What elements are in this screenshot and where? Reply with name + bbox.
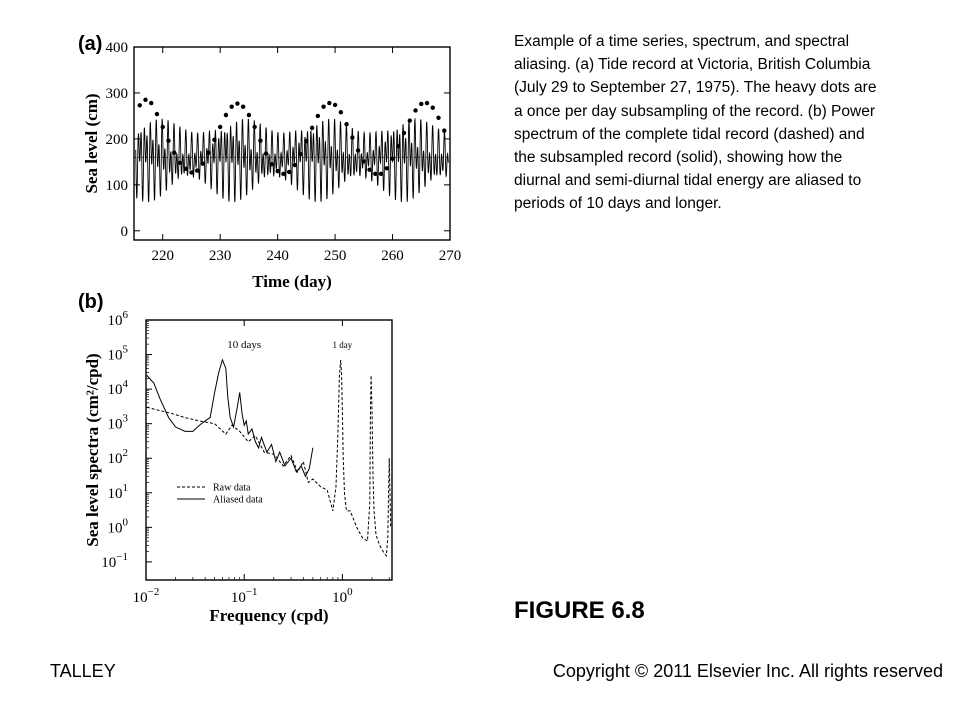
tide-record-chart — [82, 40, 461, 291]
daily-sample-dot — [310, 126, 314, 130]
daily-sample-dot — [201, 162, 205, 166]
daily-sample-dot — [298, 152, 302, 156]
x-tick-label-b: $10^{-2}$ — [132, 586, 160, 606]
daily-sample-dot — [172, 150, 176, 154]
footer-copyright: Copyright © 2011 Elsevier Inc. All rights reserved — [552, 661, 943, 681]
daily-sample-dot — [275, 169, 279, 173]
x-axis-label-b: Frequency (cpd) — [209, 606, 329, 625]
daily-sample-dot — [143, 98, 147, 102]
daily-sample-dot — [419, 102, 423, 106]
y-tick-label-b: $10^2$ — [107, 447, 128, 468]
x-axis-label-a: Time (day) — [252, 272, 332, 291]
daily-sample-dot — [218, 125, 222, 129]
daily-sample-dot — [241, 105, 245, 109]
daily-sample-dot — [344, 122, 348, 126]
daily-sample-dot — [149, 101, 153, 105]
daily-sample-dot — [264, 151, 268, 155]
daily-sample-dot — [195, 168, 199, 172]
daily-sample-dot — [316, 114, 320, 118]
y-tick-label-b: $10^0$ — [107, 516, 128, 537]
x-tick-label-a: 250 — [323, 248, 347, 264]
y-tick-label-b: $10^3$ — [107, 412, 128, 433]
daily-sample-dot — [362, 159, 366, 163]
y-tick-label-a: 0 — [120, 223, 128, 240]
figure-caption: Example of a time series, spectrum, and spectral aliasing. (a) Tide record at Victoria, British Columbia (July 29 to September 27, 1975). The heavy dots are a once per day subsampling of the record. (b) Power spectrum of the complete tidal record (dashed) and the subsampled record (solid), showing how the diurnal and semi-diurnal tidal energy are aliased to periods of 10 days and longer. — [514, 33, 877, 213]
daily-sample-dot — [138, 103, 142, 107]
daily-sample-dot — [408, 118, 412, 122]
daily-sample-dot — [189, 170, 193, 174]
daily-sample-dot — [436, 116, 440, 120]
daily-sample-dot — [350, 135, 354, 139]
daily-sample-dot — [413, 108, 417, 112]
x-tick-label-b: $10^{-1}$ — [230, 586, 258, 606]
daily-sample-dot — [184, 167, 188, 171]
x-tick-label-a: 230 — [208, 248, 232, 264]
figure-number: FIGURE 6.8 — [514, 597, 645, 624]
daily-sample-dot — [293, 163, 297, 167]
daily-sample-dot — [206, 150, 210, 154]
daily-sample-dot — [247, 113, 251, 117]
daily-sample-dot — [396, 144, 400, 148]
x-tick-label-a: 240 — [266, 248, 289, 264]
daily-sample-dot — [161, 125, 165, 129]
daily-sample-dot — [287, 170, 291, 174]
daily-sample-dot — [373, 172, 377, 176]
y-tick-label-a: 400 — [105, 40, 128, 56]
daily-sample-dot — [327, 101, 331, 105]
y-tick-label-b: $10^5$ — [107, 343, 128, 364]
daily-sample-dot — [442, 128, 446, 132]
daily-sample-dot — [425, 101, 429, 105]
daily-sample-dot — [402, 131, 406, 135]
footer-author: TALLEY — [50, 661, 116, 681]
daily-sample-dot — [281, 172, 285, 176]
daily-sample-dot — [252, 125, 256, 129]
plot-b-frame — [146, 320, 392, 580]
daily-sample-dot — [155, 112, 159, 116]
daily-sample-dot — [321, 105, 325, 109]
legend-label: Raw data — [213, 482, 251, 494]
daily-sample-dot — [166, 139, 170, 143]
y-tick-label-a: 300 — [105, 85, 128, 102]
daily-sample-dot — [229, 105, 233, 109]
daily-sample-dot — [367, 167, 371, 171]
panel-b-label: (b) — [78, 291, 104, 313]
y-tick-label-b: $10^{-1}$ — [101, 550, 128, 571]
y-axis-label-a: Sea level (cm) — [82, 93, 101, 194]
daily-sample-dot — [258, 139, 262, 143]
y-axis-label-b: Sea level spectra (cm²/cpd) — [83, 353, 102, 547]
legend-label: Aliased data — [213, 494, 263, 506]
y-tick-label-b: $10^4$ — [107, 378, 128, 399]
raw-data-line — [147, 360, 391, 556]
daily-sample-dot — [385, 166, 389, 170]
daily-sample-dot — [390, 156, 394, 160]
spectrum-chart — [83, 309, 392, 625]
daily-sample-dot — [235, 101, 239, 105]
tide-record-line — [136, 119, 449, 202]
daily-sample-dot — [339, 110, 343, 114]
panel-a-label: (a) — [78, 33, 103, 55]
x-tick-label-a: 260 — [381, 248, 404, 264]
daily-sample-dot — [379, 172, 383, 176]
y-tick-label-a: 100 — [105, 177, 128, 194]
annotation-label: 10 days — [227, 339, 262, 352]
daily-sample-dot — [333, 103, 337, 107]
daily-sample-dot — [178, 161, 182, 165]
daily-sample-dot — [270, 162, 274, 166]
daily-sample-dot — [212, 138, 216, 142]
x-tick-label-a: 270 — [438, 248, 462, 264]
daily-sample-dot — [224, 113, 228, 117]
y-tick-label-b: $10^6$ — [107, 309, 128, 329]
daily-sample-dot — [304, 139, 308, 143]
y-tick-label-b: $10^1$ — [107, 481, 128, 502]
annotation-label: 1 day — [332, 340, 353, 351]
y-tick-label-a: 200 — [105, 131, 128, 148]
x-tick-label-b: $10^0$ — [332, 586, 353, 606]
daily-sample-dot — [431, 105, 435, 109]
x-tick-label-a: 220 — [151, 248, 174, 264]
daily-sample-dot — [356, 148, 360, 152]
